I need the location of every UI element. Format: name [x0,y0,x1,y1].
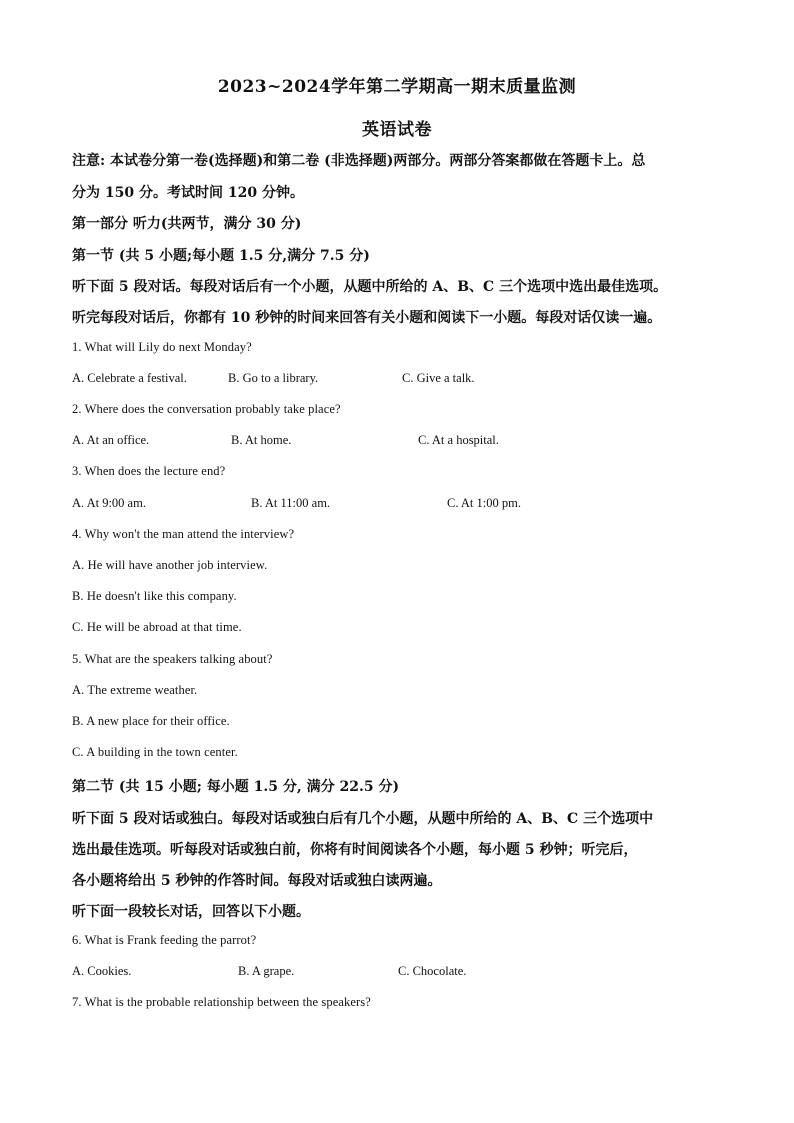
section2-instruction-2: 选出最佳选项。听每段对话或独白前，你将有时间阅读各个小题，每小题 5 秒钟；听完后， [72,842,638,858]
question-1-stem: 1. What will Lily do next Monday? [72,340,252,354]
question-5-option-a: A. The extreme weather. [72,683,198,697]
question-3-option-c: C. At 1:00 pm. [447,496,521,510]
question-2-stem: 2. Where does the conversation probably take place? [72,402,341,416]
question-1-option-c: C. Give a talk. [402,371,475,385]
exam-subject: 英语试卷 [362,120,432,140]
question-7-stem: 7. What is the probable relationship between the speakers? [72,995,371,1009]
question-1-option-a: A. Celebrate a festival. [72,371,187,385]
part1-heading: 第一部分 听力(共两节，满分 30 分) [72,216,302,232]
question-2-option-b: B. At home. [231,433,292,447]
question-3-stem: 3. When does the lecture end? [72,464,226,478]
section2-instruction-3: 各小题将给出 5 秒钟的作答时间。每段对话或独白读两遍。 [72,873,442,889]
question-5-stem: 5. What are the speakers talking about? [72,652,273,666]
question-6-stem: 6. What is Frank feeding the parrot? [72,933,257,947]
question-2-option-c: C. At a hospital. [418,433,499,447]
section1-heading: 第一节 (共 5 小题;每小题 1.5 分,满分 7.5 分) [72,248,370,264]
question-2-option-a: A. At an office. [72,433,150,447]
section2-instruction-4: 听下面一段较长对话，回答以下小题。 [72,904,310,920]
question-3-option-b: B. At 11:00 am. [251,496,331,510]
question-1-option-b: B. Go to a library. [228,371,319,385]
question-5-option-b: B. A new place for their office. [72,714,230,728]
notice-line-2: 分为 150 分。考试时间 120 分钟。 [72,185,304,201]
question-3-option-a: A. At 9:00 am. [72,496,146,510]
section1-instruction-2: 听完每段对话后，你都有 10 秒钟的时间来回答有关小题和阅读下一小题。每段对话仅读一遍。 [72,310,662,326]
question-4-option-c: C. He will be abroad at that time. [72,620,242,634]
question-4-option-b: B. He doesn't like this company. [72,589,237,603]
section2-instruction-1: 听下面 5 段对话或独白。每段对话或独白后有几个小题，从题中所给的 A、B、C 三个选项中 [72,811,654,827]
section2-heading: 第二节 (共 15 小题; 每小题 1.5 分, 满分 22.5 分) [72,779,400,795]
section1-instruction-1: 听下面 5 段对话。每段对话后有一个小题，从题中所给的 A、B、C 三个选项中选出最佳选项。 [72,279,668,295]
question-6-option-c: C. Chocolate. [398,964,467,978]
question-6-option-b: B. A grape. [238,964,295,978]
question-6-option-a: A. Cookies. [72,964,132,978]
notice-line-1: 注意: 本试卷分第一卷(选择题)和第二卷 (非选择题)两部分。两部分答案都做在答题卡上。总 [72,153,646,169]
exam-title: 2023~2024学年第二学期高一期末质量监测 [217,77,577,97]
question-5-option-c: C. A building in the town center. [72,745,238,759]
question-4-stem: 4. Why won't the man attend the interview? [72,527,295,541]
question-4-option-a: A. He will have another job interview. [72,558,268,572]
